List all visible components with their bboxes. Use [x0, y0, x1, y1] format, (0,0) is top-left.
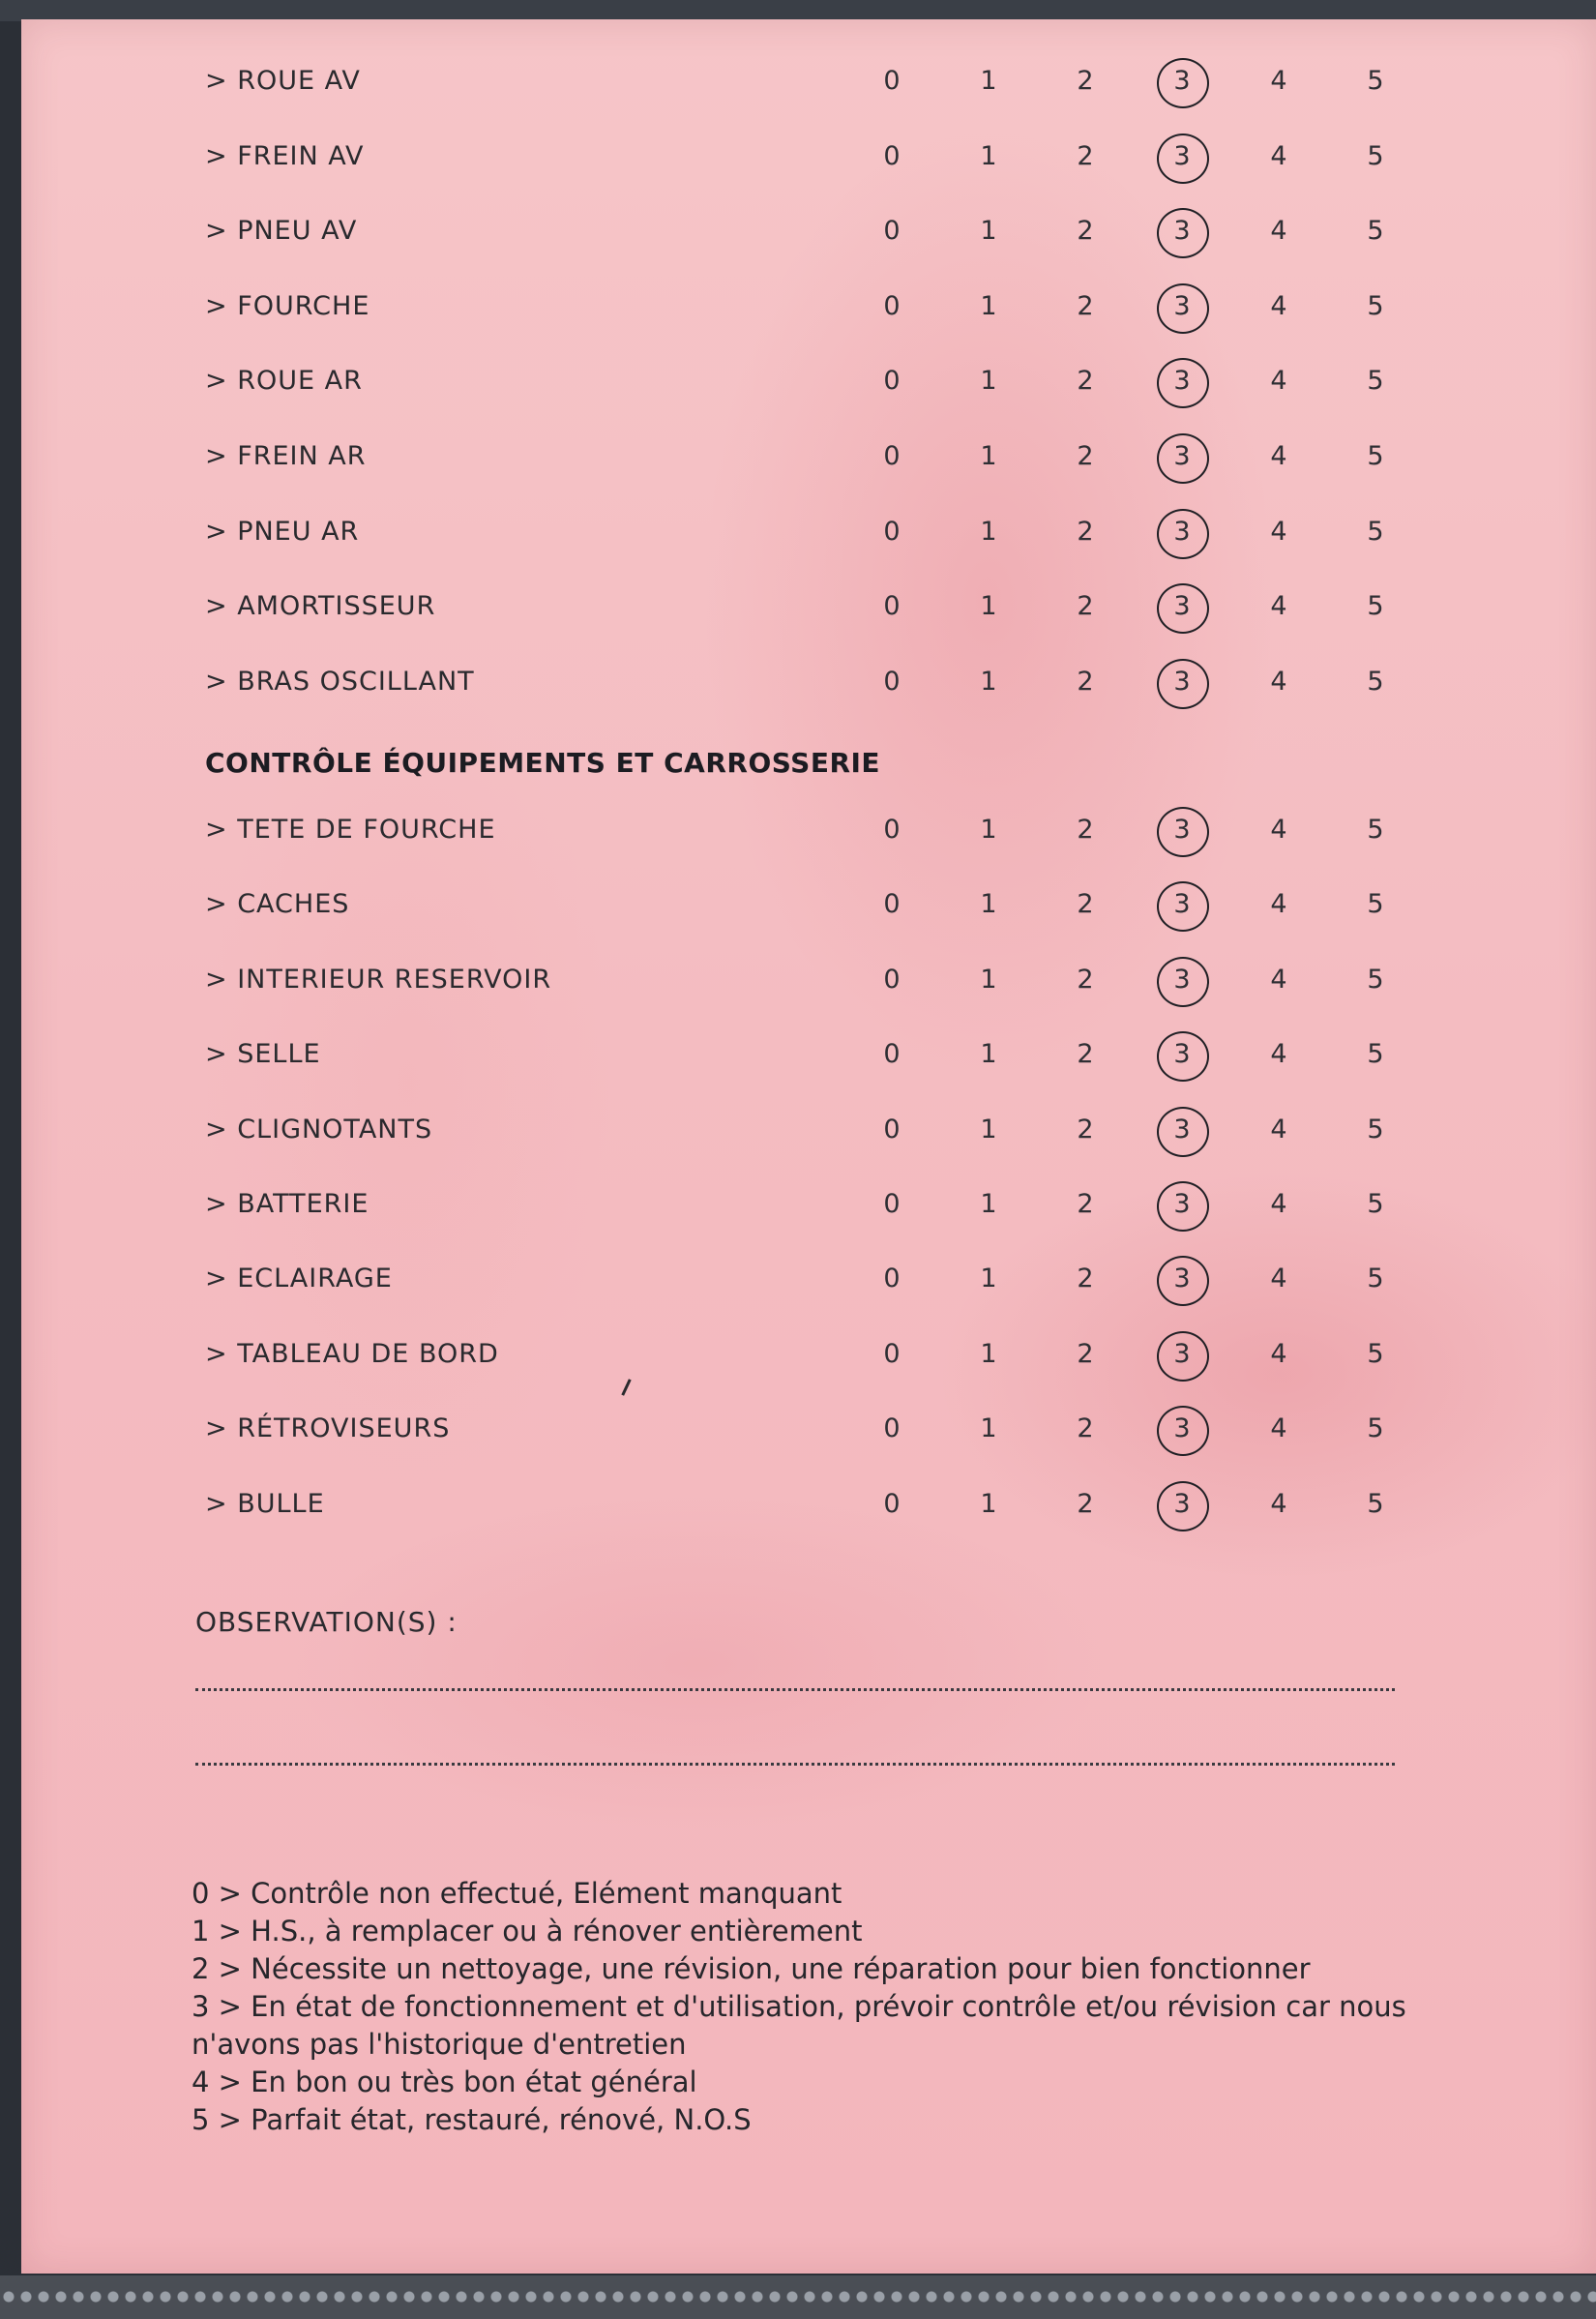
- checklist-row: [21, 951, 1596, 1009]
- legend-line-6: 5 > Parfait état, restauré, rénové, N.O.S: [192, 2103, 752, 2136]
- score-option-0[interactable]: 0: [883, 216, 901, 247]
- checklist-item-label: > FREIN AR: [205, 441, 367, 471]
- binder-edge: [0, 2275, 1596, 2319]
- score-option-4[interactable]: 4: [1270, 1039, 1287, 1070]
- score-option-0[interactable]: 0: [883, 1264, 901, 1294]
- checklist-row: [21, 278, 1596, 336]
- score-option-3[interactable]: 3: [1167, 591, 1197, 621]
- checklist-item-label: > RÉTROVISEURS: [205, 1413, 451, 1444]
- score-option-0[interactable]: 0: [883, 1413, 901, 1444]
- legend-line-3: 3 > En état de fonctionnement et d'utilisation, prévoir contrôle et/ou révision car nous: [192, 1990, 1406, 2023]
- score-option-3[interactable]: 3: [1167, 1264, 1197, 1293]
- score-option-3[interactable]: 3: [1167, 1189, 1197, 1219]
- checklist-row: [21, 1175, 1596, 1234]
- checklist-item-label: > PNEU AR: [205, 516, 360, 547]
- checklist-row: [21, 128, 1596, 186]
- checklist-row: [21, 876, 1596, 934]
- checklist-item-label: > BULLE: [205, 1488, 325, 1519]
- score-option-2[interactable]: 2: [1077, 1488, 1094, 1519]
- score-option-4[interactable]: 4: [1270, 66, 1287, 96]
- score-option-3[interactable]: 3: [1167, 216, 1197, 246]
- score-option-3[interactable]: 3: [1167, 889, 1197, 919]
- score-option-5[interactable]: 5: [1367, 516, 1384, 547]
- score-option-2[interactable]: 2: [1077, 290, 1094, 321]
- observations-line-2[interactable]: [195, 1763, 1395, 1766]
- score-option-5[interactable]: 5: [1367, 1338, 1384, 1369]
- checklist-item-label: > FOURCHE: [205, 290, 370, 321]
- score-option-0[interactable]: 0: [883, 666, 901, 697]
- score-option-2[interactable]: 2: [1077, 1114, 1094, 1145]
- score-option-5[interactable]: 5: [1367, 815, 1384, 845]
- checklist-item-label: > PNEU AV: [205, 216, 358, 247]
- checklist-row: [21, 801, 1596, 859]
- score-option-5[interactable]: 5: [1367, 1039, 1384, 1070]
- score-option-0[interactable]: 0: [883, 1114, 901, 1145]
- legend-line-2: 2 > Nécessite un nettoyage, une révision, une réparation pour bien fonctionner: [192, 1952, 1311, 1985]
- score-option-0[interactable]: 0: [883, 1189, 901, 1219]
- score-option-3[interactable]: 3: [1167, 667, 1197, 697]
- score-option-2[interactable]: 2: [1077, 889, 1094, 920]
- score-option-5[interactable]: 5: [1367, 216, 1384, 247]
- score-option-1[interactable]: 1: [980, 1039, 997, 1070]
- score-option-1[interactable]: 1: [980, 1413, 997, 1444]
- checklist-row: [21, 202, 1596, 260]
- score-option-4[interactable]: 4: [1270, 216, 1287, 247]
- score-option-2[interactable]: 2: [1077, 516, 1094, 547]
- score-option-4[interactable]: 4: [1270, 516, 1287, 547]
- checklist-item-label: > TETE DE FOURCHE: [205, 815, 496, 845]
- checklist-row: [21, 653, 1596, 711]
- checklist-row: [21, 1475, 1596, 1533]
- legend-line-5: 4 > En bon ou très bon état général: [192, 2066, 697, 2098]
- score-option-1[interactable]: 1: [980, 815, 997, 845]
- score-option-4[interactable]: 4: [1270, 964, 1287, 995]
- score-option-4[interactable]: 4: [1270, 889, 1287, 920]
- checklist-row: [21, 1250, 1596, 1308]
- checklist-item-label: > ROUE AV: [205, 66, 361, 96]
- score-option-4[interactable]: 4: [1270, 1189, 1287, 1219]
- score-option-3[interactable]: 3: [1167, 141, 1197, 171]
- observations-line-1[interactable]: [195, 1688, 1395, 1691]
- score-option-4[interactable]: 4: [1270, 1264, 1287, 1294]
- score-option-4[interactable]: 4: [1270, 1488, 1287, 1519]
- score-option-3[interactable]: 3: [1167, 517, 1197, 547]
- score-option-3[interactable]: 3: [1167, 1413, 1197, 1443]
- score-option-4[interactable]: 4: [1270, 290, 1287, 321]
- score-option-1[interactable]: 1: [980, 1264, 997, 1294]
- score-option-2[interactable]: 2: [1077, 964, 1094, 995]
- score-option-4[interactable]: 4: [1270, 140, 1287, 171]
- score-option-1[interactable]: 1: [980, 964, 997, 995]
- score-option-2[interactable]: 2: [1077, 1189, 1094, 1219]
- score-option-3[interactable]: 3: [1167, 965, 1197, 995]
- score-option-3[interactable]: 3: [1167, 291, 1197, 321]
- score-option-1[interactable]: 1: [980, 441, 997, 471]
- score-option-2[interactable]: 2: [1077, 1338, 1094, 1369]
- score-option-5[interactable]: 5: [1367, 1413, 1384, 1444]
- score-option-0[interactable]: 0: [883, 1488, 901, 1519]
- score-option-4[interactable]: 4: [1270, 666, 1287, 697]
- checklist-row: [21, 1400, 1596, 1458]
- score-option-3[interactable]: 3: [1167, 441, 1197, 471]
- score-option-5[interactable]: 5: [1367, 1264, 1384, 1294]
- inspection-form-sheet: [21, 19, 1596, 2274]
- score-option-0[interactable]: 0: [883, 140, 901, 171]
- score-option-2[interactable]: 2: [1077, 441, 1094, 471]
- score-option-4[interactable]: 4: [1270, 1413, 1287, 1444]
- checklist-item-label: > INTERIEUR RESERVOIR: [205, 964, 552, 995]
- checklist-row: [21, 1026, 1596, 1084]
- score-option-3[interactable]: 3: [1167, 815, 1197, 845]
- score-option-4[interactable]: 4: [1270, 591, 1287, 622]
- score-option-4[interactable]: 4: [1270, 1338, 1287, 1369]
- score-option-1[interactable]: 1: [980, 666, 997, 697]
- score-option-0[interactable]: 0: [883, 591, 901, 622]
- legend-line-0: 0 > Contrôle non effectué, Elément manquant: [192, 1877, 842, 1910]
- score-option-2[interactable]: 2: [1077, 1039, 1094, 1070]
- score-option-1[interactable]: 1: [980, 591, 997, 622]
- score-option-5[interactable]: 5: [1367, 591, 1384, 622]
- score-option-3[interactable]: 3: [1167, 1115, 1197, 1145]
- score-option-0[interactable]: 0: [883, 516, 901, 547]
- score-option-4[interactable]: 4: [1270, 1114, 1287, 1145]
- score-option-5[interactable]: 5: [1367, 66, 1384, 96]
- score-option-5[interactable]: 5: [1367, 666, 1384, 697]
- checklist-row: [21, 1101, 1596, 1159]
- score-option-0[interactable]: 0: [883, 1039, 901, 1070]
- score-option-5[interactable]: 5: [1367, 290, 1384, 321]
- score-option-0[interactable]: 0: [883, 1338, 901, 1369]
- checklist-row: [21, 52, 1596, 110]
- score-option-2[interactable]: 2: [1077, 366, 1094, 397]
- score-option-5[interactable]: 5: [1367, 1114, 1384, 1145]
- score-option-1[interactable]: 1: [980, 516, 997, 547]
- score-option-0[interactable]: 0: [883, 889, 901, 920]
- score-option-3[interactable]: 3: [1167, 66, 1197, 96]
- score-option-2[interactable]: 2: [1077, 1264, 1094, 1294]
- section-title: CONTRÔLE ÉQUIPEMENTS ET CARROSSERIE: [205, 747, 881, 779]
- score-option-4[interactable]: 4: [1270, 441, 1287, 471]
- score-option-5[interactable]: 5: [1367, 964, 1384, 995]
- score-option-2[interactable]: 2: [1077, 591, 1094, 622]
- checklist-item-label: > BATTERIE: [205, 1189, 369, 1219]
- score-option-0[interactable]: 0: [883, 66, 901, 96]
- score-option-0[interactable]: 0: [883, 290, 901, 321]
- score-option-1[interactable]: 1: [980, 1338, 997, 1369]
- score-option-1[interactable]: 1: [980, 1114, 997, 1145]
- score-option-3[interactable]: 3: [1167, 366, 1197, 396]
- score-option-5[interactable]: 5: [1367, 1488, 1384, 1519]
- checklist-item-label: > ROUE AR: [205, 366, 363, 397]
- checklist-row: [21, 352, 1596, 410]
- score-option-0[interactable]: 0: [883, 964, 901, 995]
- observations-label: OBSERVATION(S) :: [195, 1606, 458, 1638]
- score-option-2[interactable]: 2: [1077, 140, 1094, 171]
- checklist-row: [21, 503, 1596, 561]
- checklist-item-label: > FREIN AV: [205, 140, 365, 171]
- score-option-3[interactable]: 3: [1167, 1339, 1197, 1369]
- score-option-1[interactable]: 1: [980, 290, 997, 321]
- checklist-row: [21, 578, 1596, 636]
- score-option-1[interactable]: 1: [980, 1189, 997, 1219]
- score-option-1[interactable]: 1: [980, 140, 997, 171]
- score-option-5[interactable]: 5: [1367, 441, 1384, 471]
- score-option-1[interactable]: 1: [980, 1488, 997, 1519]
- checklist-item-label: > CLIGNOTANTS: [205, 1114, 433, 1145]
- score-option-2[interactable]: 2: [1077, 815, 1094, 845]
- score-option-1[interactable]: 1: [980, 216, 997, 247]
- score-option-1[interactable]: 1: [980, 889, 997, 920]
- score-option-0[interactable]: 0: [883, 441, 901, 471]
- score-option-2[interactable]: 2: [1077, 666, 1094, 697]
- checklist-item-label: > TABLEAU DE BORD: [205, 1338, 499, 1369]
- checklist-row: [21, 428, 1596, 486]
- checklist-item-label: > CACHES: [205, 889, 350, 920]
- checklist-item-label: > AMORTISSEUR: [205, 591, 436, 622]
- score-option-5[interactable]: 5: [1367, 1189, 1384, 1219]
- score-option-1[interactable]: 1: [980, 366, 997, 397]
- background-top-edge: [0, 0, 1596, 21]
- score-option-3[interactable]: 3: [1167, 1489, 1197, 1519]
- score-option-2[interactable]: 2: [1077, 66, 1094, 96]
- rating-legend: [192, 1875, 1449, 2139]
- score-option-0[interactable]: 0: [883, 815, 901, 845]
- legend-line-1: 1 > H.S., à remplacer ou à rénover entièrement: [192, 1915, 863, 1947]
- checklist-item-label: > ECLAIRAGE: [205, 1264, 393, 1294]
- score-option-4[interactable]: 4: [1270, 815, 1287, 845]
- score-option-2[interactable]: 2: [1077, 1413, 1094, 1444]
- score-option-4[interactable]: 4: [1270, 366, 1287, 397]
- score-option-3[interactable]: 3: [1167, 1039, 1197, 1069]
- checklist-item-label: > SELLE: [205, 1039, 321, 1070]
- checklist-item-label: > BRAS OSCILLANT: [205, 666, 475, 697]
- score-option-5[interactable]: 5: [1367, 140, 1384, 171]
- score-option-0[interactable]: 0: [883, 366, 901, 397]
- score-option-1[interactable]: 1: [980, 66, 997, 96]
- score-option-5[interactable]: 5: [1367, 889, 1384, 920]
- legend-line-4: n'avons pas l'historique d'entretien: [192, 2028, 687, 2061]
- score-option-2[interactable]: 2: [1077, 216, 1094, 247]
- checklist-row: [21, 1325, 1596, 1383]
- score-option-5[interactable]: 5: [1367, 366, 1384, 397]
